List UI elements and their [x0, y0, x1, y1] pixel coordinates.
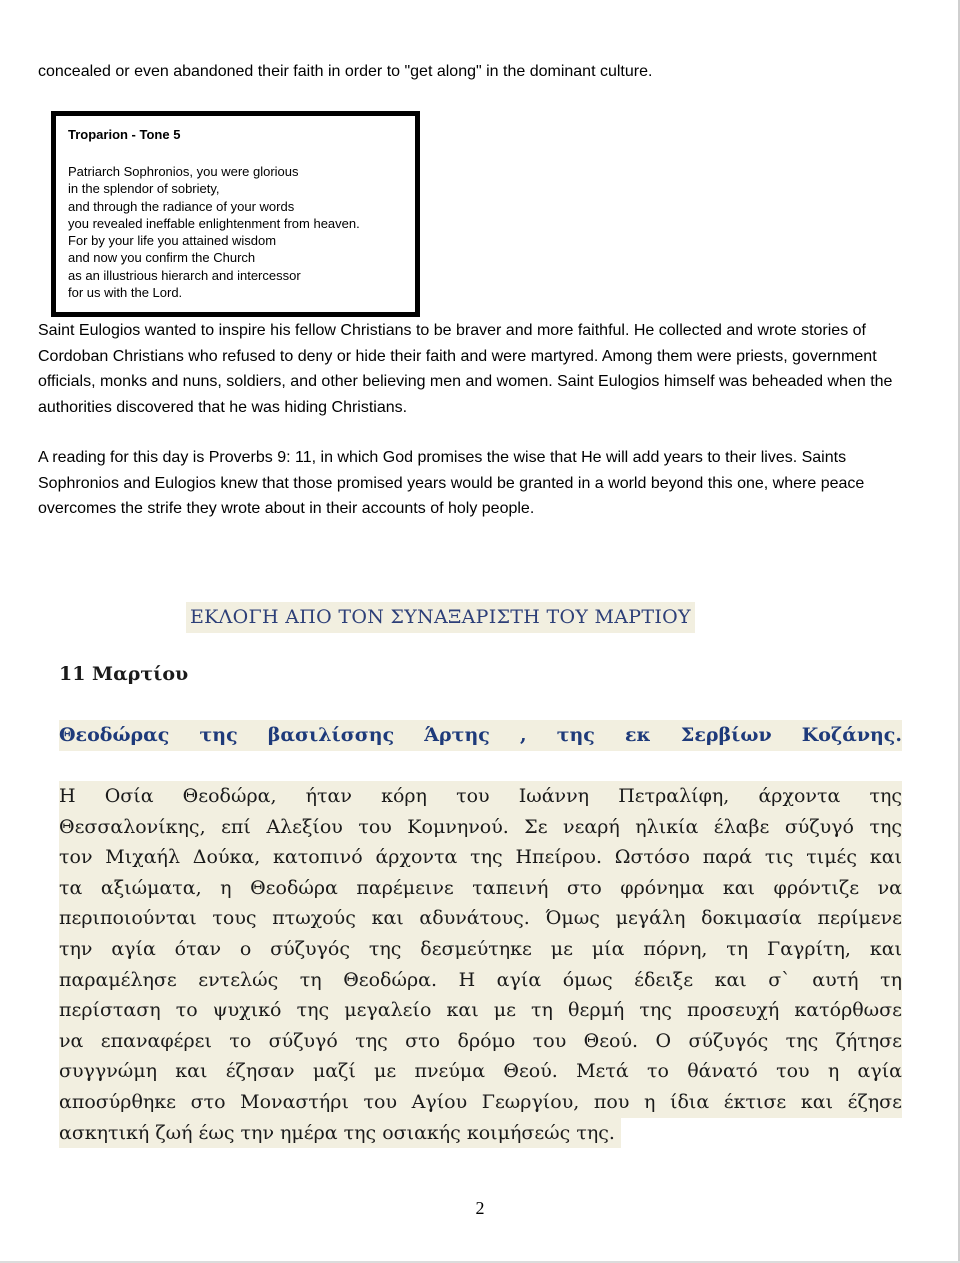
troparion-lines	[68, 163, 360, 301]
greek-text-line: να επαναφέρει το σύζυγό της στο δρόμο του Θεού. Ο σύζυγός της ζήτησε	[59, 1026, 902, 1057]
greek-text-line: τα αξιώματα, η Θεοδώρα παρέμεινε ταπεινή στο φρόνημα και φρόντιζε να	[59, 873, 902, 904]
troparion-line: and now you confirm the Church	[68, 250, 256, 266]
troparion-line: you revealed ineffable enlightenment from heaven.	[68, 215, 360, 231]
troparion-line: as an illustrious hierarch and intercessor	[68, 267, 301, 283]
greek-text-line: αποσύρθηκε στο Μοναστήρι του Αγίου Γεωργίου, που η ίδια έκτισε και έζησε	[59, 1087, 902, 1118]
troparion-line: for us with the Lord.	[68, 285, 183, 301]
saint-title: Θεοδώρας της βασιλίσσης Άρτης , της εκ Σερβίων Κοζάνης.	[59, 720, 902, 751]
greek-text-line: ασκητική ζωή έως την ημέρα της οσιακής κοιμήσεώς της.	[59, 1118, 621, 1149]
feast-date: 11 Μαρτίου	[59, 663, 189, 685]
greek-text-line: παραμέλησε εντελώς τη Θεοδώρα. Η αγία όμως έδειξε και σ` αυτή τη	[59, 965, 902, 996]
troparion-box	[51, 111, 420, 317]
intro-text: concealed or even abandoned their faith in order to "get along" in the dominant culture.	[38, 63, 653, 80]
troparion-title: Troparion - Tone 5	[68, 127, 181, 142]
greek-text-line: Θεσσαλονίκης, επί Αλεξίου του Κομνηνού. Σε νεαρή ηλικία έλαβε σύζυγό της	[59, 812, 902, 843]
troparion-line: For by your life you attained wisdom	[68, 233, 277, 249]
greek-text-line: περίσταση το ψυχικό της μεγαλείο και με τη θερμή της προσευχή κατόρθωσε	[59, 995, 902, 1026]
troparion-line: in the splendor of sobriety,	[68, 181, 220, 197]
troparion-line: Patriarch Sophronios, you were glorious	[68, 164, 299, 179]
reading-paragraph: A reading for this day is Proverbs 9: 11, in which God promises the wise that He will add years to their lives. Saints Sophronios and Eulogios knew that those promised years would be granted in a world beyond this one, where peace overcomes the strife they wrote about in their accounts of holy people.	[38, 449, 865, 517]
greek-text-line: την αγία όταν ο σύζυγός της δεσμεύτηκε με μία πόρνη, τη Γαγρίτη, και	[59, 934, 902, 965]
greek-text-line: συγγνώμη και έζησαν μαζί με πνεύμα Θεού. Μετά το θάνατό του η αγία	[59, 1056, 902, 1087]
greek-text-line: τον Μιχαήλ Δούκα, κατοπινό άρχοντα της Ηπείρου. Ωστόσο παρά τις τιμές και	[59, 842, 902, 873]
greek-text-line: Η Οσία Θεοδώρα, ήταν κόρη του Ιωάννη Πετραλίφη, άρχοντα της	[59, 781, 902, 812]
troparion-line: and through the radiance of your words	[68, 198, 295, 214]
synaxarion-heading: ΕΚΛΟΓΗ ΑΠΟ ΤΟΝ ΣΥΝΑΞΑΡΙΣΤΗ ΤΟΥ ΜΑΡΤΙΟΥ	[186, 602, 695, 633]
greek-body-text	[59, 781, 902, 1148]
greek-text-line: περιποιούνται τους πτωχούς και αδυνάτους. Όμως μεγάλη δοκιμασία περίμενε	[59, 903, 902, 934]
eulogios-paragraph: Saint Eulogios wanted to inspire his fellow Christians to be braver and more faithful. He collected and wrote stories of Cordoban Christians who refused to deny or hide their faith and were martyred. Among them were priests, government officials, monks and nuns, soldiers, and other believing men and women. Saint Eulogios himself was beheaded when the authorities discovered that he was hiding Christians.	[38, 322, 893, 416]
page-number: 2	[475, 1198, 485, 1218]
